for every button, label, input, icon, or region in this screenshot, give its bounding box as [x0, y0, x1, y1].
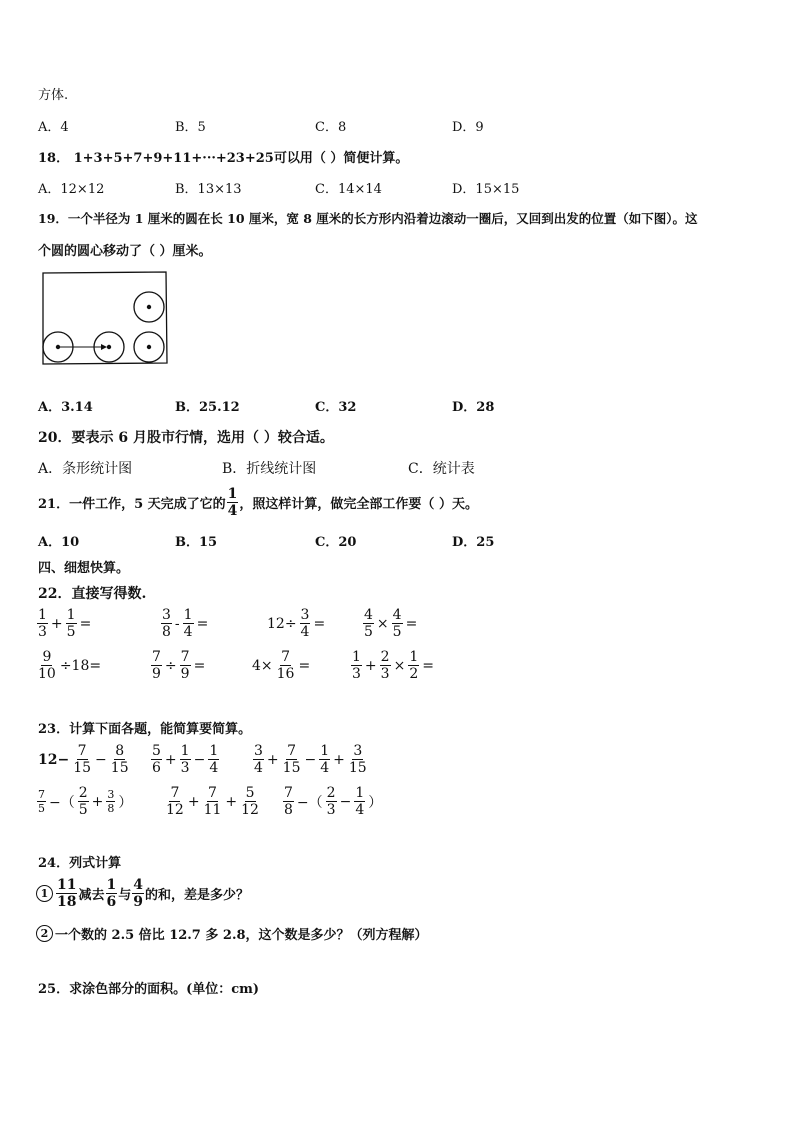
q23-expr-3[interactable]: $\frac{3}{4}$ + $\frac{7}{15}$ − $\frac{1}{4}$ + $\frac{3}{15}$ [254, 743, 367, 776]
motion-arrow-head [101, 344, 107, 350]
q22-expr-3[interactable]: 12÷ $\frac{3}{4}$ = [267, 607, 326, 640]
q23-expr-2[interactable]: $\frac{5}{6}$ + $\frac{1}{3}$ − $\frac{1}{4}$ [152, 743, 219, 776]
q21-option-b[interactable]: B．15 [175, 535, 218, 550]
q23-expr-6[interactable]: $\frac{7}{8}$ −（ $\frac{2}{3}$ − $\frac{1}{4}$ ） [284, 785, 383, 818]
q17-option-b[interactable]: B．5 [175, 120, 206, 135]
q19-option-d[interactable]: D．28 [452, 400, 495, 415]
q18-option-a[interactable]: A．12×12 [38, 182, 105, 197]
q18-option-c[interactable]: C．14×14 [315, 182, 382, 197]
rolling-circle-diagram [40, 270, 170, 366]
q19-stem-line1: 19．一个半径为 1 厘米的圆在长 10 厘米，宽 8 厘米的长方形内沿着边滚动一圈后，又回到出发的位置（如下图）。这 [38, 211, 698, 226]
q17-option-c[interactable]: C．8 [315, 120, 347, 135]
q22-expr-7[interactable]: 4× $\frac{7}{16}$ = [252, 649, 311, 682]
q19-option-a[interactable]: A．3.14 [38, 400, 93, 415]
q24-problem-1: 1 $\frac{11}{18}$ 减去 $\frac{1}{6}$ 与 $\frac{4}{9}$ 的和，差是多少？ [36, 878, 249, 909]
q23-title: 23．计算下面各题，能简算要简算。 [38, 722, 252, 737]
circle-corner-center [147, 345, 151, 349]
q23-expr-1[interactable]: 12− $\frac{7}{15}$ − $\frac{8}{15}$ [38, 743, 129, 776]
q19-option-c[interactable]: C．32 [315, 400, 357, 415]
q22-expr-4[interactable]: $\frac{4}{5}$ × $\frac{4}{5}$ = [364, 607, 418, 640]
q18-option-d[interactable]: D．15×15 [452, 182, 520, 197]
q20-option-b[interactable]: B．折线统计图 [222, 461, 317, 477]
q21-fraction [227, 487, 239, 518]
problem-number-2-badge: 2 [36, 925, 53, 942]
rectangle-outline [43, 272, 167, 364]
q25-stem: 25．求涂色部分的面积。(单位：cm) [38, 982, 260, 997]
problem-number-1-badge: 1 [36, 885, 53, 902]
q22-expr-2[interactable]: $\frac{3}{8}$ - $\frac{1}{4}$ = [162, 607, 209, 640]
circle-moved-center [107, 345, 111, 349]
q18-stem: 18． 1+3+5+7+9+11+···+23+25可以用（ ）简便计算。 [38, 151, 409, 166]
q24-problem-2-text: 一个数的 2.5 倍比 12.7 多 2.8，这个数是多少？（列方程解） [55, 928, 428, 943]
q21-fraction-numerator: 1 [227, 485, 238, 502]
circle-up-center [147, 305, 151, 309]
q22-expr-1[interactable]: $\frac{1}{3}$ + $\frac{1}{5}$ = [38, 607, 92, 640]
q22-expr-6[interactable]: $\frac{7}{9}$ ÷ $\frac{7}{9}$ = [152, 649, 206, 682]
q20-stem: 20．要表示 6 月股市行情，选用（ ）较合适。 [38, 430, 334, 446]
q21-stem-pre: 21．一件工作，5 天完成了它的 [38, 496, 226, 512]
q23-expr-5[interactable]: $\frac{7}{12}$ + $\frac{7}{11}$ + $\frac{5}{12}$ [166, 785, 259, 818]
q20-option-a[interactable]: A．条形统计图 [38, 461, 133, 477]
q17-option-a[interactable]: A．4 [38, 120, 69, 135]
q22-expr-8[interactable]: $\frac{1}{3}$ + $\frac{2}{3}$ × $\frac{1}{2}$ = [352, 649, 434, 682]
q21-option-c[interactable]: C．20 [315, 535, 357, 550]
q20-option-c[interactable]: C．统计表 [408, 461, 475, 477]
section-4-heading: 四、细想快算。 [38, 561, 130, 576]
q24-title: 24．列式计算 [38, 856, 122, 871]
q22-expr-5[interactable]: $\frac{9}{10}$ ÷18= [38, 649, 102, 682]
q21-stem-post: ，照这样计算，做完全部工作要（ ）天。 [239, 496, 478, 512]
q21-option-d[interactable]: D．25 [452, 535, 495, 550]
q17-continuation: 方体. [38, 88, 69, 103]
q24-problem-2 [36, 924, 428, 943]
q17-option-d[interactable]: D．9 [452, 120, 484, 135]
q19-option-b[interactable]: B．25.12 [175, 400, 240, 415]
circle-start-center [56, 345, 60, 349]
q23-expr-4[interactable]: $\frac{7}{5}$ −（ $\frac{2}{5}$ + $\frac{3}{8}$ ） [38, 785, 133, 818]
q21-fraction-denominator: 4 [227, 502, 238, 519]
q21-option-a[interactable]: A．10 [38, 535, 80, 550]
q21-stem [38, 484, 478, 520]
q18-option-b[interactable]: B．13×13 [175, 182, 242, 197]
q19-stem-line2: 个圆的圆心移动了（ ）厘米。 [38, 244, 212, 259]
q22-title: 22．直接写得数. [38, 586, 147, 602]
